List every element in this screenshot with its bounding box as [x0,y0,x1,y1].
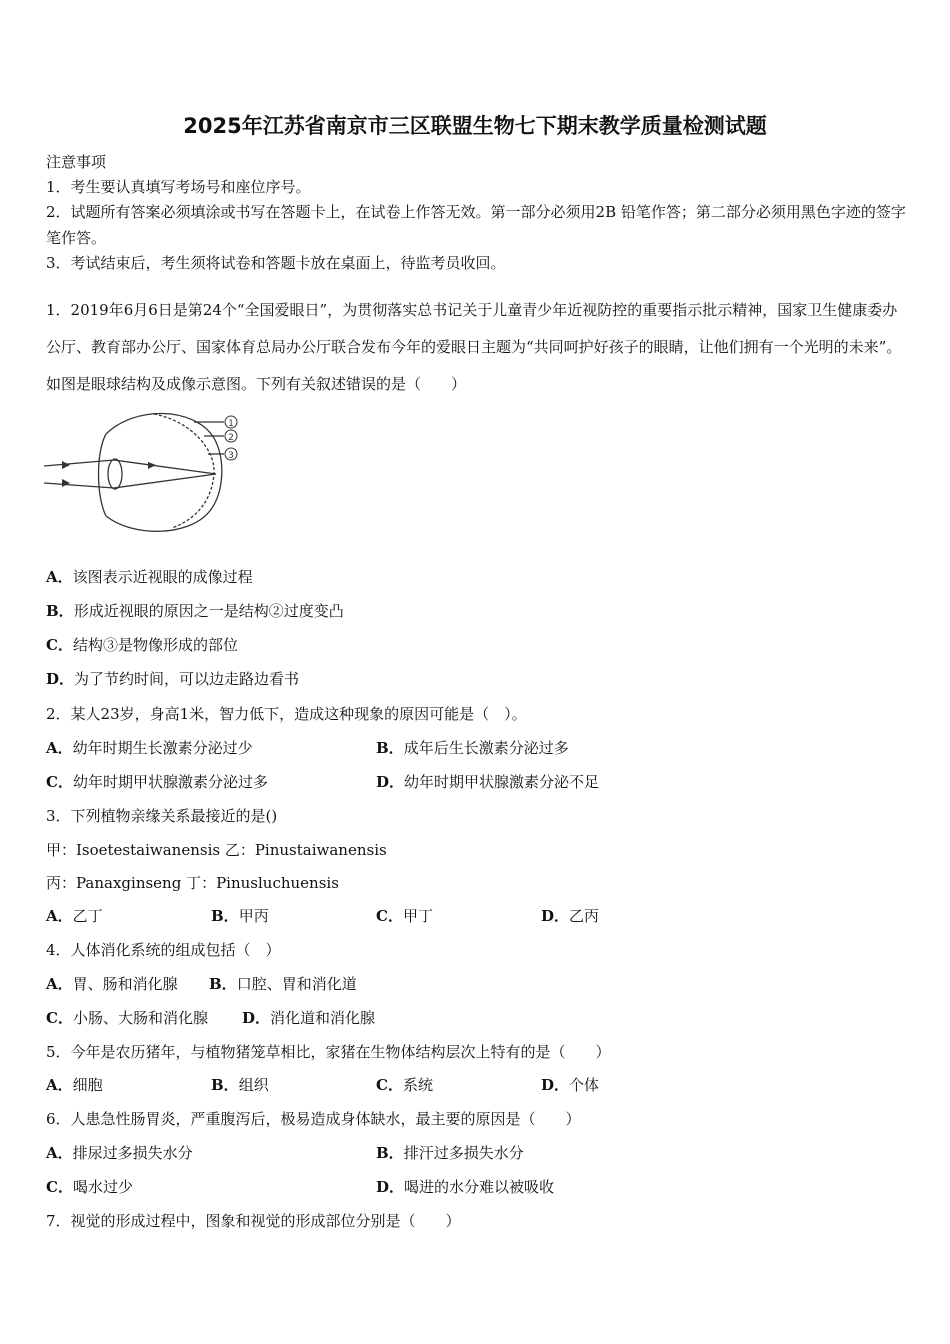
figure-label-1: 1 [228,419,234,429]
question-1-option-a[interactable]: A．该图表示近视眼的成像过程 [46,568,253,586]
question-2-option-a[interactable]: A．幼年时期生长激素分泌过少 [46,739,253,757]
question-5-option-a[interactable]: A．细胞 [46,1076,103,1094]
question-6-option-c[interactable]: C．喝水过少 [46,1178,133,1196]
question-2-option-c[interactable]: C．幼年时期甲状腺激素分泌过多 [46,773,268,791]
question-4-option-b[interactable]: B．口腔、胃和消化道 [209,975,357,993]
figure-label-2: 2 [228,433,234,443]
question-3-extra-2: 丙：Panaxginseng 丁：Pinusluchuensis [46,874,339,892]
question-4-option-d[interactable]: D．消化道和消化腺 [242,1009,376,1027]
question-4-option-a[interactable]: A．胃、肠和消化腺 [46,975,178,993]
question-3-option-a[interactable]: A．乙丁 [46,907,103,925]
question-6-option-d[interactable]: D．喝进的水分难以被吸收 [376,1178,555,1196]
question-1-option-c[interactable]: C．结构③是物像形成的部位 [46,636,238,654]
notice-item-2: 2．试题所有答案必须填涂或书写在答题卡上，在试卷上作答无效。第一部分必须用2B 铅笔作答；第二部分必须用黑色字迹的签字笔作答。 [46,203,906,247]
question-6-option-a[interactable]: A．排尿过多损失水分 [46,1144,193,1162]
question-3-extra-1: 甲：Isoetestaiwanensis 乙：Pinustaiwanensis [46,841,387,859]
eyeball-diagram [44,408,244,536]
question-5-option-c[interactable]: C．系统 [376,1076,433,1094]
question-5-option-d[interactable]: D．个体 [541,1076,600,1094]
notice-item-1: 1．考生要认真填写考场号和座位序号。 [46,178,311,196]
question-2-stem: 2．某人23岁，身高1米，智力低下，造成这种现象的原因可能是（ ）。 [46,705,527,723]
question-3-option-c[interactable]: C．甲丁 [376,907,433,925]
question-3-option-d[interactable]: D．乙丙 [541,907,600,925]
question-6-stem: 6．人患急性肠胃炎，严重腹泻后，极易造成身体缺水，最主要的原因是（ ） [46,1110,581,1128]
question-1-stem: 1．2019年6月6日是第24个“全国爱眼日”，为贯彻落实总书记关于儿童青少年近视防控的重要指示批示精神，国家卫生健康委办公厅、教育部办公厅、国家体育总局办公厅联合发布今年的爱眼日主题为“共同呵护好孩子的眼睛，让他们拥有一个光明的未来”。如图是眼球结构及成像示意图。下列有关叙述错误的是（ ） [46,301,902,393]
question-4-option-c[interactable]: C．小肠、大肠和消化腺 [46,1009,208,1027]
figure-label-3: 3 [228,451,234,461]
question-5-stem: 5．今年是农历猪年，与植物猪笼草相比，家猪在生物体结构层次上特有的是（ ） [46,1043,611,1061]
question-2-option-b[interactable]: B．成年后生长激素分泌过多 [376,739,569,757]
page-title: 2025年江苏省南京市三区联盟生物七下期末教学质量检测试题 [183,114,767,138]
question-2-option-d[interactable]: D．幼年时期甲状腺激素分泌不足 [376,773,600,791]
question-1-option-d[interactable]: D．为了节约时间，可以边走路边看书 [46,670,300,688]
question-4-stem: 4．人体消化系统的组成包括（ ） [46,941,281,959]
question-5-option-b[interactable]: B．组织 [211,1076,269,1094]
question-7-stem: 7．视觉的形成过程中，图象和视觉的形成部位分别是（ ） [46,1212,461,1230]
question-3-option-b[interactable]: B．甲丙 [211,907,269,925]
question-1-option-b[interactable]: B．形成近视眼的原因之一是结构②过度变凸 [46,602,344,620]
notice-heading: 注意事项 [46,153,107,171]
question-3-stem: 3．下列植物亲缘关系最接近的是() [46,807,278,825]
question-6-option-b[interactable]: B．排汗过多损失水分 [376,1144,524,1162]
notice-item-3: 3．考试结束后，考生须将试卷和答题卡放在桌面上，待监考员收回。 [46,254,506,272]
